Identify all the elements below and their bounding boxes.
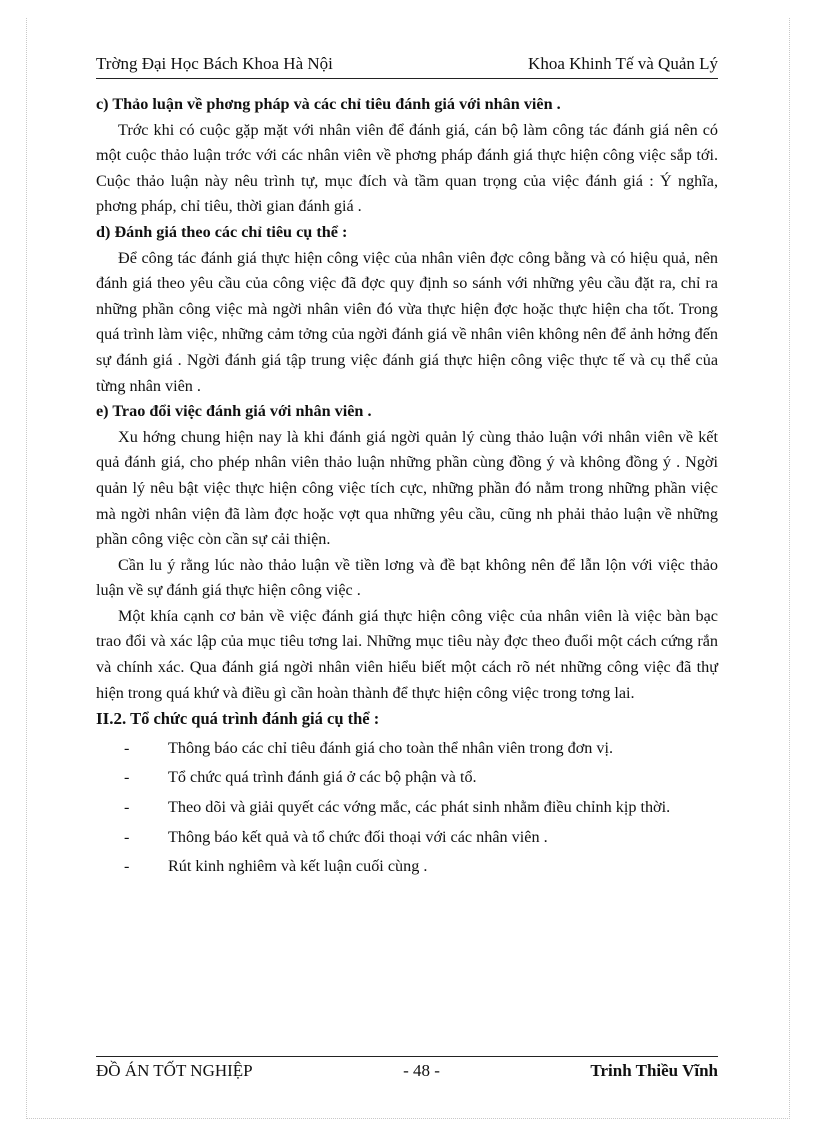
footer-page-number: - 48 - [403, 1061, 440, 1080]
list-item [96, 854, 718, 880]
bullet-dash: - [124, 768, 130, 787]
heading-c: c) Thảo luận về phơng pháp và các chỉ tiêu đánh giá với nhân viên . [96, 95, 561, 113]
bullet-text: Thông báo các chỉ tiêu đánh giá cho toàn thể nhân viên trong đơn vị. [168, 738, 614, 757]
bullet-text: Tổ chức quá trình đánh giá ở các bộ phận và tổ. [168, 768, 477, 787]
heading-e: e) Trao đổi việc đánh giá với nhân viên . [96, 402, 372, 421]
bullet-dash: - [124, 798, 130, 817]
paragraph-e-1: Xu hớng chung hiện nay là khi đánh giá ngời quản lý cùng thảo luận với nhân viên về kết quả đánh giá, cho phép nhân viên thảo luận những phần cùng đồng ý và không đồng ý . Ngời quản lý nêu bật việc thực hiện công việc tích cực, những phần đó nằm trong những phần việc mà ngời nhân viện đã làm đợc hoặc vợt qua những yêu cầu, cũng nh phải thảo luận về những phần công việc còn cần sự cải thiện. [96, 427, 718, 549]
list-item [96, 736, 718, 762]
page-body [96, 92, 718, 880]
list-item [96, 825, 718, 851]
footer-author: Trinh Thiều Vĩnh [590, 1061, 718, 1080]
paragraph-e-3: Một khía cạnh cơ bản về việc đánh giá thực hiện công việc của nhân viên là việc bàn bạc trao đổi và xác lập của mục tiêu tơng lai. Những mục tiêu này đợc theo đuổi một cách cứng rắn và chính xác. Qua đánh giá ngời nhân viên hiểu biết một cách rõ nét những công việc đã thự hiện trong quá khứ và điều gì cần hoàn thành để thực hiện công việc trong tơng lai. [96, 606, 718, 702]
list-item [96, 795, 718, 821]
bullet-text: Rút kinh nghiêm và kết luận cuối cùng . [168, 857, 428, 876]
bullet-list [96, 736, 718, 880]
bullet-dash: - [124, 857, 130, 876]
list-item [96, 765, 718, 791]
bullet-text: Theo dõi và giải quyết các vớng mắc, các phát sinh nhằm điều chỉnh kịp thời. [168, 798, 671, 817]
page-header [96, 46, 718, 79]
bullet-dash: - [124, 827, 130, 846]
header-university: Trờng Đại Học Bách Khoa Hà Nội [96, 54, 333, 73]
bullet-text: Thông báo kết quả và tổ chức đối thoại với các nhân viên . [168, 827, 548, 846]
paragraph-d: Để công tác đánh giá thực hiện công việc của nhân viên đợc công bằng và có hiệu quả, nên đánh giá theo yêu cầu của công việc đã đợc quy định so sánh với những yêu cầu đặt ra, chỉ ra những phần công việc mà ngời nhân viên đó vừa thực hiện đợc hoặc thực hiện cha tốt. Trong quá trình làm việc, những cảm tởng của ngời đánh giá về nhân viên không nên để ảnh hởng đến sự đánh giá . Ngời đánh giá tập trung việc đánh giá thực hiện công việc thực tế và cụ thể của từng nhân viên . [96, 248, 718, 395]
footer-thesis-label: ĐỒ ÁN TỐT NGHIỆP [96, 1061, 253, 1080]
header-faculty: Khoa Khinh Tế và Quản Lý [528, 54, 718, 73]
bullet-dash: - [124, 738, 130, 757]
page-footer [96, 1056, 718, 1081]
heading-ii2 [96, 706, 718, 732]
paragraph-e-2: Cần lu ý rằng lúc nào thảo luận về tiền lơng và đề bạt không nên để lẫn lộn với việc thảo luận về sự đánh giá thực hiện công việc . [96, 555, 718, 600]
heading-ii2-number: II.2. [96, 709, 127, 729]
heading-ii2-title: Tổ chức quá trình đánh giá cụ thể : [130, 709, 380, 729]
paragraph-c: Trớc khi có cuộc gặp mặt với nhân viên để đánh giá, cán bộ làm công tác đánh giá nên có một cuộc thảo luận trớc với các nhân viên về phơng pháp đánh giá thực hiện công việc sắp tới. Cuộc thảo luận này nêu trình tự, mục đích và tầm quan trọng của việc đánh giá : Ý nghĩa, phơng pháp, chỉ tiêu, thời gian đánh giá . [96, 120, 718, 216]
heading-d: d) Đánh giá theo các chỉ tiêu cụ thể : [96, 222, 348, 241]
